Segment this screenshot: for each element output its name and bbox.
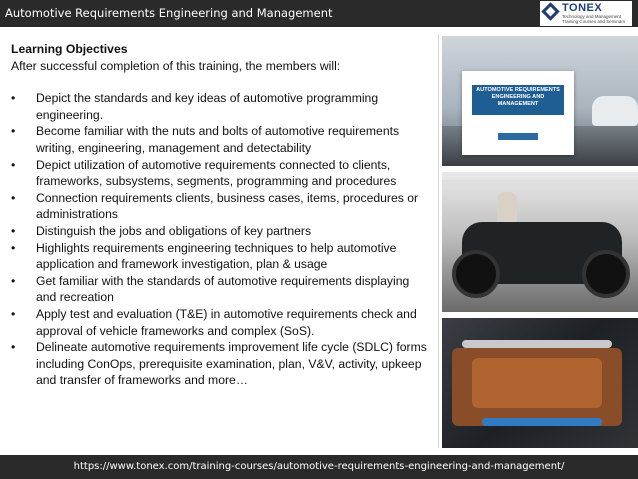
engine-top xyxy=(472,358,602,408)
pipe-shape xyxy=(482,418,602,426)
page-title: Automotive Requirements Engineering and Management xyxy=(5,6,333,20)
column-divider xyxy=(438,34,439,448)
race-car-garage-photo xyxy=(442,172,638,312)
list-item: • Highlights requirements engineering techniques to help automotive application and framework investigation, plan & usage xyxy=(11,240,431,273)
tonex-logo[interactable] xyxy=(540,1,632,26)
car-shape xyxy=(592,96,638,126)
list-item: • Apply test and evaluation (T&E) in automotive requirements check and approval of vehicle frameworks and complex (SoS). xyxy=(11,306,431,339)
poster-button-shape xyxy=(498,133,538,140)
section-heading: Learning Objectives xyxy=(11,42,128,56)
list-item: • Connection requirements clients, business cases, items, procedures or administrations xyxy=(11,190,431,223)
engine-photo xyxy=(442,318,638,448)
footer-url-link[interactable]: https://www.tonex.com/training-courses/automotive-requirements-engineering-and-management/ xyxy=(73,461,565,472)
list-item: • Depict the standards and key ideas of automotive programming engineering. xyxy=(11,90,431,123)
wheel-shape xyxy=(452,250,500,298)
wheel-shape xyxy=(582,250,630,298)
list-item: • Delineate automotive requirements improvement life cycle (SDLC) forms including ConOps, prerequisite examination, plan, V&V, activity, upkeep and transfer of frameworks and more… xyxy=(11,339,431,389)
list-item: • Become familiar with the nuts and bolts of automotive requirements writing, engineering, management and detectability xyxy=(11,123,431,156)
garage-banner-shape xyxy=(442,180,638,190)
objectives-list xyxy=(11,90,431,389)
list-item: • Depict utilization of automotive requirements connected to clients, frameworks, subsystems, segments, programming and procedures xyxy=(11,157,431,190)
header-bar xyxy=(0,0,638,27)
course-poster-card xyxy=(462,71,574,155)
logo-mark-icon xyxy=(541,2,559,20)
logo-tagline: Technology and Management Training Courses and Seminars xyxy=(562,14,626,24)
poster-title: AUTOMOTIVE REQUIREMENTS ENGINEERING AND MANAGEMENT xyxy=(476,87,560,107)
pipe-shape xyxy=(462,340,612,348)
logo-word: TONEX xyxy=(562,2,603,14)
list-item: • Get familiar with the standards of automotive requirements displaying and recreation xyxy=(11,273,431,306)
section-intro: After successful completion of this training, the members will: xyxy=(11,58,341,73)
footer-bar xyxy=(0,455,638,479)
course-poster-photo xyxy=(442,36,638,166)
learning-objectives-section xyxy=(11,41,431,389)
list-item: • Distinguish the jobs and obligations of key partners xyxy=(11,223,431,240)
